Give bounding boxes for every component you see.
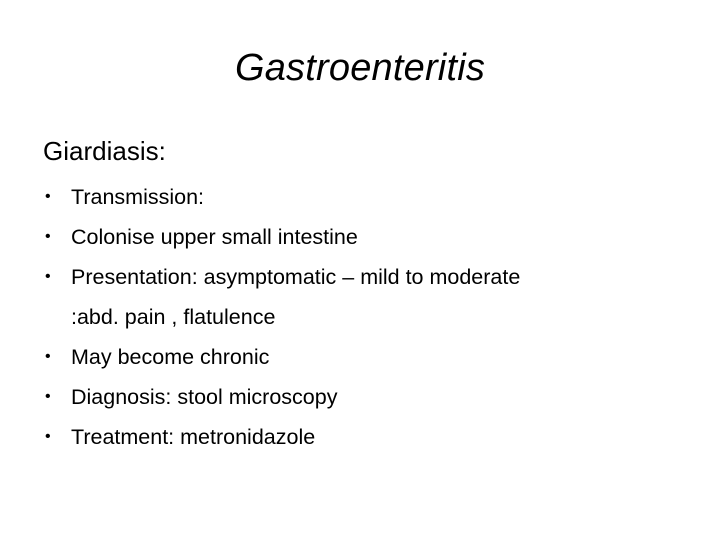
bullet-marker: • [45,188,51,205]
bullet-marker: • [45,388,51,405]
bullet-marker: • [45,428,51,445]
bullet-marker: • [45,228,51,245]
bullet-text: Colonise upper small intestine [71,225,358,249]
bullet-item-chronic [43,337,663,377]
bullet-item-colonise [43,217,663,257]
bullet-marker: • [45,348,51,365]
section-heading: Giardiasis: [43,136,166,166]
bullet-item-presentation [43,257,541,337]
slide-title: Gastroenteritis [234,47,486,89]
bullet-text: May become chronic [71,345,270,369]
bullet-item-diagnosis [43,377,663,417]
bullet-marker: • [45,268,51,285]
bullet-item-treatment [43,417,663,457]
bullet-text: Treatment: metronidazole [71,425,316,449]
bullet-text: Diagnosis: stool microscopy [71,385,338,409]
bullet-text: Transmission: [71,185,205,209]
bullet-text: Presentation: asymptomatic – mild to moderate :abd. pain , flatulence [71,265,521,329]
bullet-list [43,177,663,457]
bullet-item-transmission [43,177,663,217]
